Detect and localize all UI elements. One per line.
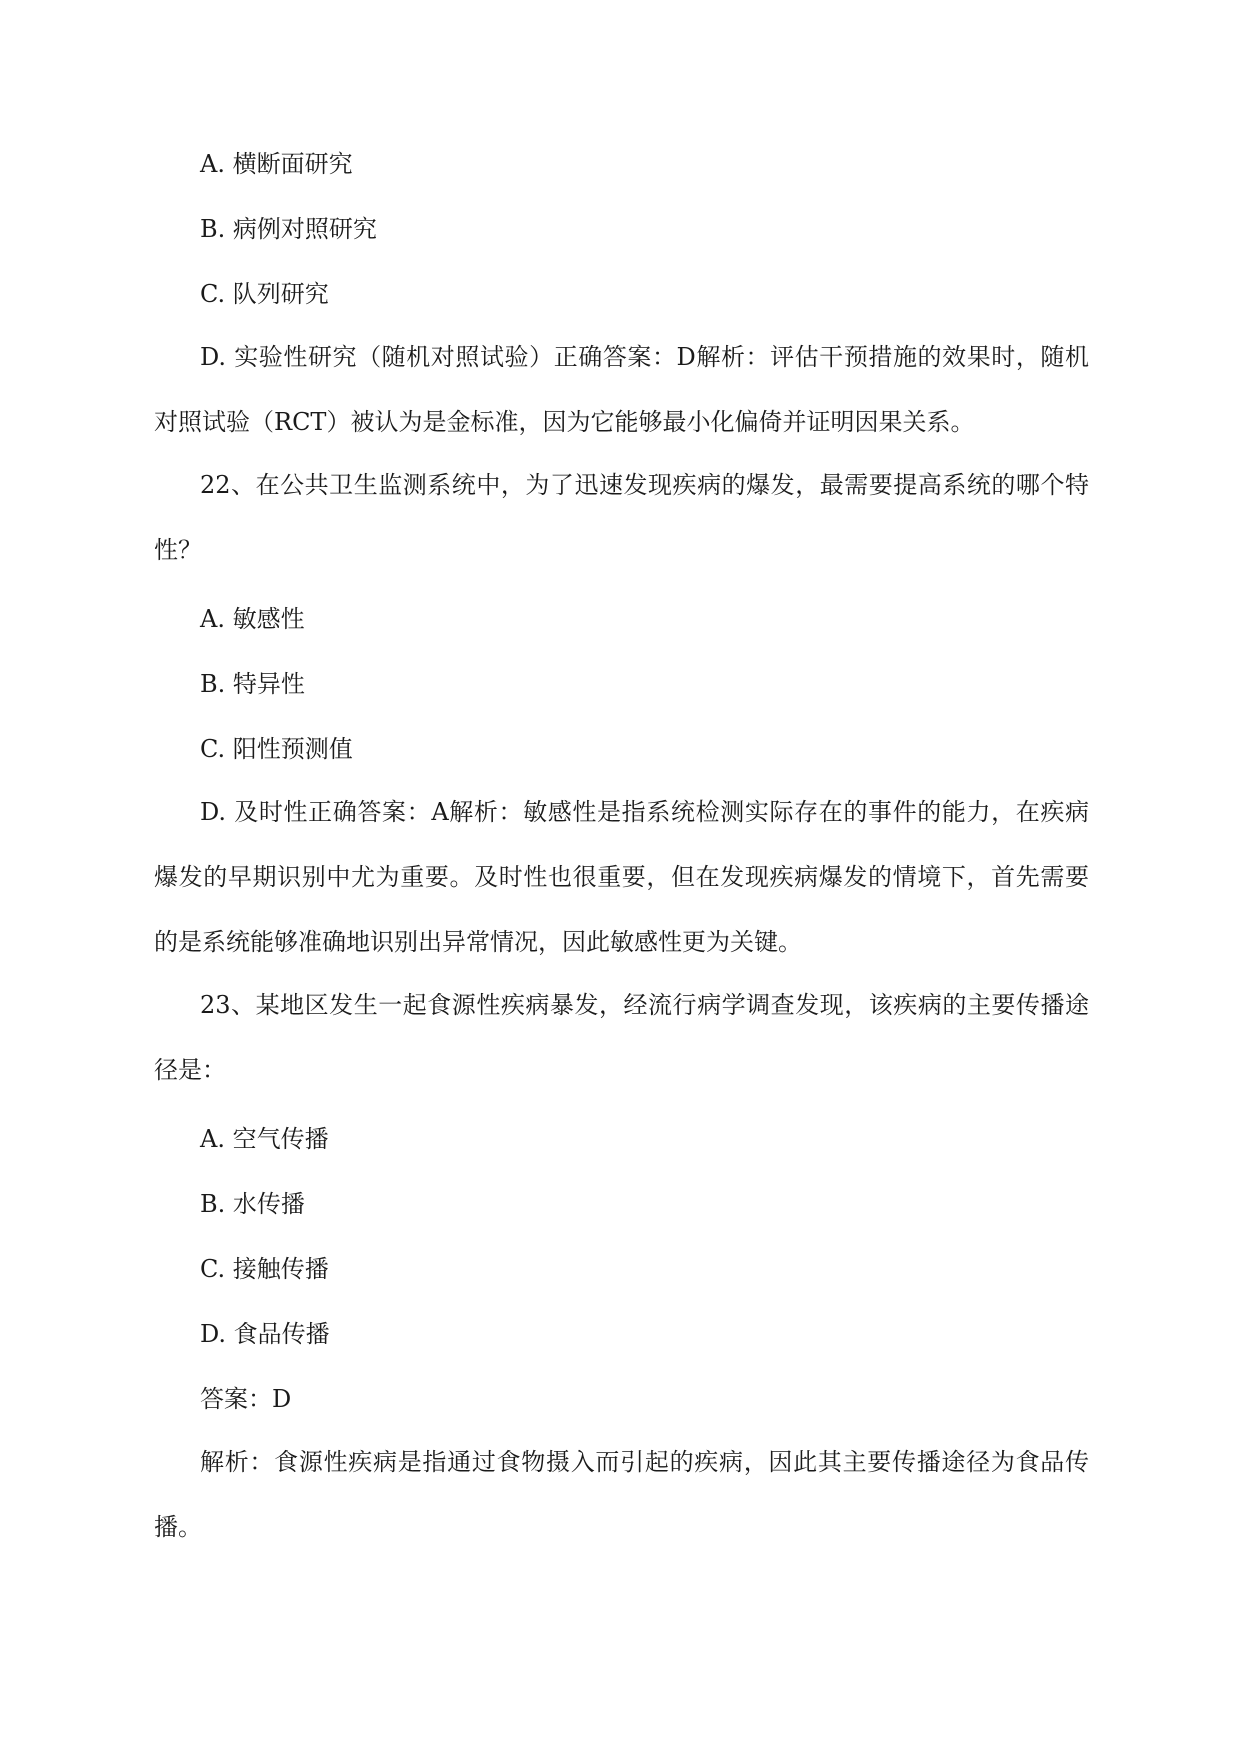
- q22-option-a: A. 敏感性: [200, 605, 305, 633]
- q22-answer: 正确答案：A: [308, 798, 449, 826]
- q22-analysis: 解析：敏感性是指系统检测实际存在的事件的能力，在疾病爆发的早期识别中尤为重要。及时性也很重要，但在发现疾病爆发的情境下，首先需要的是系统能够准确地识别出异常情况，因此敏感性更为关键。: [154, 798, 1089, 956]
- q23-stem: 23、某地区发生一起食源性疾病暴发，经流行病学调查发现，该疾病的主要传播途径是：: [154, 991, 1089, 1084]
- q23-analysis: 解析：食源性疾病是指通过食物摄入而引起的疾病，因此其主要传播途径为食品传播。: [154, 1448, 1089, 1541]
- q23-option-d: D. 食品传播: [200, 1320, 330, 1348]
- q22-option-d-with-answer: [154, 780, 1089, 975]
- q23-answer: 答案：D: [200, 1385, 292, 1413]
- q23-option-b: B. 水传播: [200, 1190, 305, 1218]
- q22-option-d: D. 及时性: [200, 798, 309, 826]
- q22-stem: 22、在公共卫生监测系统中，为了迅速发现疾病的爆发，最需要提高系统的哪个特性？: [154, 471, 1089, 564]
- q21-option-a: A. 横断面研究: [200, 150, 353, 178]
- q23-option-c: C. 接触传播: [200, 1255, 329, 1283]
- q21-answer: 正确答案：D: [553, 343, 696, 371]
- q21-option-d-with-answer: [154, 325, 1089, 455]
- q21-analysis: 解析：评估干预措施的效果时，随机对照试验（RCT）被认为是金标准，因为它能够最小化偏倚并证明因果关系。: [154, 343, 1089, 436]
- q22-option-b: B. 特异性: [200, 670, 305, 698]
- q22-option-c: C. 阳性预测值: [200, 735, 353, 763]
- q23-option-a: A. 空气传播: [200, 1125, 329, 1153]
- q21-option-c: C. 队列研究: [200, 280, 329, 308]
- q21-option-d: D. 实验性研究（随机对照试验）: [200, 343, 554, 371]
- q21-option-b: B. 病例对照研究: [200, 215, 377, 243]
